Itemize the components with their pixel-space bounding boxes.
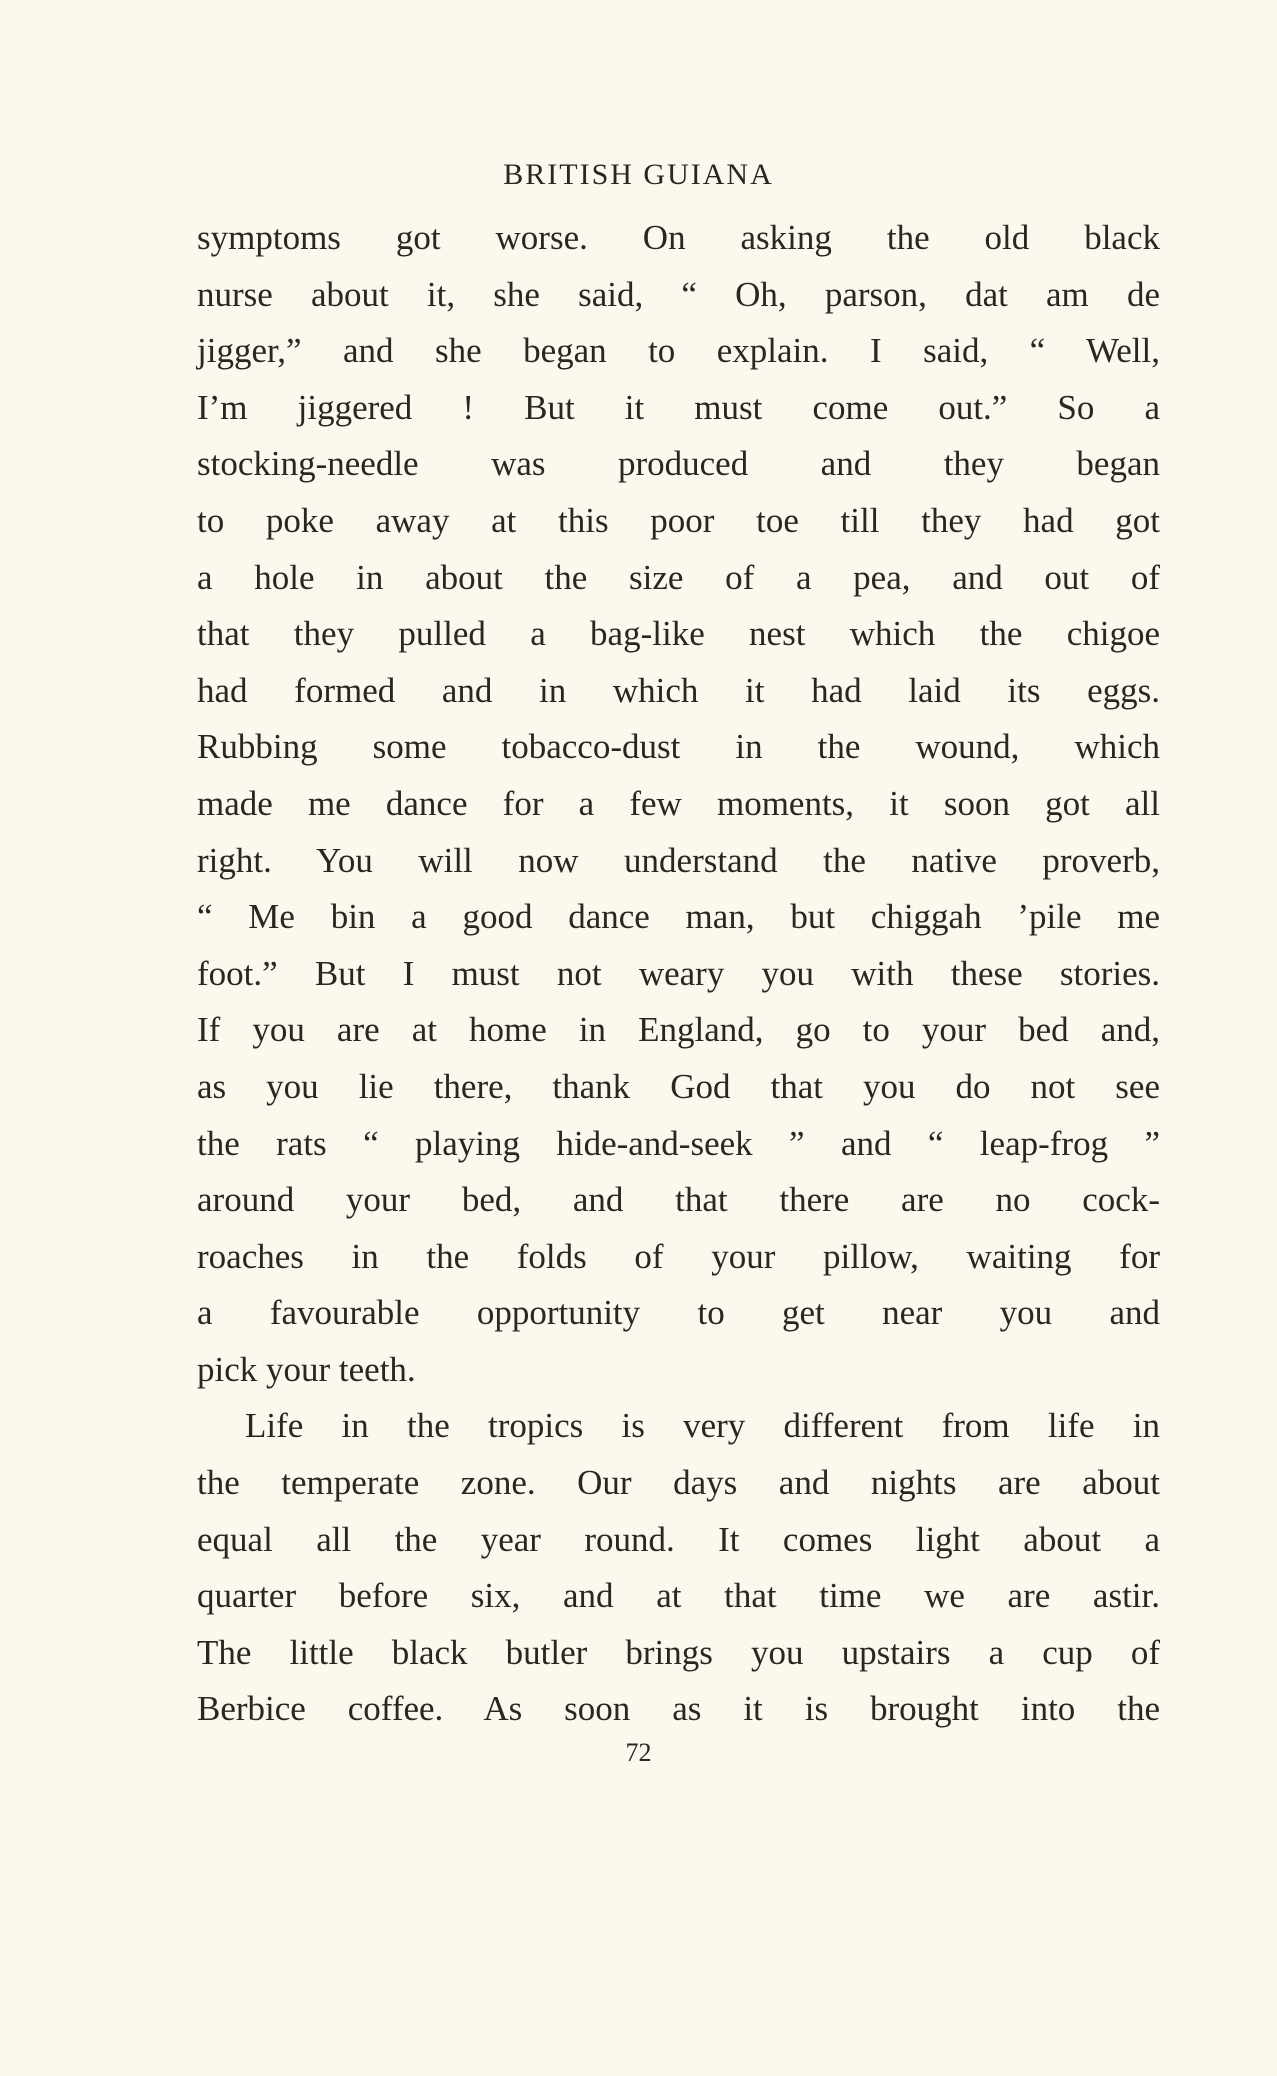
text-line: a hole in about the size of a pea, and out of (197, 557, 1160, 597)
text-line: made me dance for a few moments, it soon got all (197, 783, 1160, 823)
text-line: jigger,” and she began to explain. I said, “ Well, (197, 331, 1160, 371)
text-line: I’m jiggered ! But it must come out.” So a (197, 387, 1160, 427)
body-text (197, 210, 1160, 1738)
text-line: had formed and in which it had laid its eggs. (197, 670, 1160, 710)
page-number: 72 (625, 1738, 652, 1767)
text-line: Rubbing some tobacco-dust in the wound, which (197, 727, 1160, 767)
text-line: quarter before six, and at that time we are astir. (197, 1576, 1160, 1616)
paragraph-end-line: pick your teeth. (197, 1349, 416, 1389)
text-line: The little black butler brings you upstairs a cup of (197, 1632, 1160, 1672)
text-line: to poke away at this poor toe till they had got (197, 500, 1160, 540)
text-line: nurse about it, she said, “ Oh, parson, dat am de (197, 274, 1160, 314)
text-line: foot.” But I must not weary you with these stories. (197, 953, 1160, 993)
running-title: BRITISH GUIANA (503, 158, 774, 191)
text-line: that they pulled a bag-like nest which the chigoe (197, 614, 1160, 654)
text-line: stocking-needle was produced and they began (197, 444, 1160, 484)
text-line: If you are at home in England, go to your bed and, (197, 1010, 1160, 1050)
text-line: Berbice coffee. As soon as it is brought into the (197, 1689, 1160, 1729)
text-line: right. You will now understand the native proverb, (197, 840, 1160, 880)
text-line: as you lie there, thank God that you do not see (197, 1066, 1160, 1106)
text-line: symptoms got worse. On asking the old black (197, 218, 1160, 257)
text-line: a favourable opportunity to get near you and (197, 1293, 1160, 1333)
text-line: around your bed, and that there are no cock- (197, 1180, 1160, 1220)
paragraph-start-line: Life in the tropics is very different from life in (245, 1406, 1160, 1446)
text-line: roaches in the folds of your pillow, waiting for (197, 1236, 1160, 1276)
text-line: “ Me bin a good dance man, but chiggah ’pile me (197, 897, 1160, 937)
text-line: the rats “ playing hide-and-seek ” and “ leap-frog ” (197, 1123, 1160, 1163)
text-line: the temperate zone. Our days and nights are about (197, 1463, 1160, 1503)
text-line: equal all the year round. It comes light about a (197, 1519, 1160, 1559)
